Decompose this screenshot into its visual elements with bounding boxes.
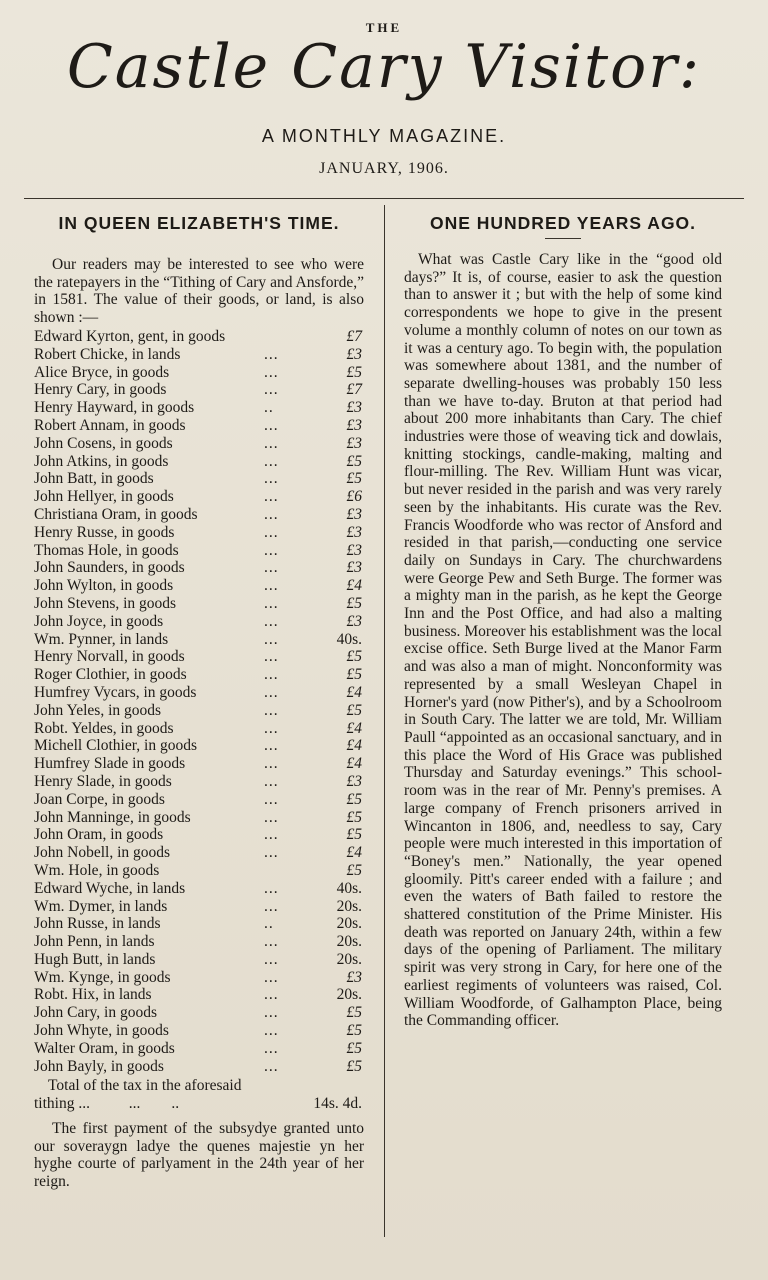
masthead-subtitle: A MONTHLY MAGAZINE.: [261, 126, 507, 146]
ratepayer-row: [34, 880, 364, 898]
right-heading: ONE HUNDRED YEARS AGO.: [429, 213, 697, 233]
leader-dots: ...: [264, 826, 279, 844]
ratepayer-row: [34, 631, 364, 649]
ratepayer-name: John Cary, in goods: [34, 1004, 157, 1022]
tax-total: [34, 1077, 364, 1112]
ratepayer-row: [34, 506, 364, 524]
ratepayer-value: £3: [346, 968, 362, 986]
leader-dots: ...: [264, 986, 279, 1004]
ratepayer-name: Humfrey Slade in goods: [34, 755, 186, 773]
ratepayer-value: £4: [346, 719, 362, 737]
ratepayer-name: Alice Bryce, in goods: [34, 363, 170, 381]
leader-dots: ...: [264, 772, 279, 790]
ratepayer-value: £5: [346, 1039, 362, 1057]
ratepayer-name: Roger Clothier, in goods: [34, 666, 187, 684]
ratepayer-value: £5: [346, 594, 362, 612]
leader-dots: ...: [264, 737, 279, 755]
ratepayer-name: Wm. Hole, in goods: [34, 861, 160, 879]
ratepayer-value: £5: [346, 648, 362, 666]
ratepayer-value: £3: [346, 772, 362, 790]
ratepayer-name: Hugh Butt, in lands: [34, 950, 156, 968]
ratepayer-value: £7: [346, 328, 362, 345]
leader-dots: ...: [264, 701, 279, 719]
ratepayer-name: Henry Russe, in goods: [34, 523, 175, 541]
total-label-line2: tithing ... ... ..: [34, 1094, 180, 1112]
ratepayer-name: John Whyte, in goods: [34, 1022, 169, 1040]
ratepayer-row: [34, 577, 364, 595]
ratepayer-value: £3: [346, 541, 362, 559]
leader-dots: ...: [264, 1004, 279, 1022]
ratepayer-row: [34, 524, 364, 542]
leader-dots: ...: [264, 790, 279, 808]
leader-dots: ...: [264, 719, 279, 737]
leader-dots: ...: [264, 488, 279, 506]
ratepayer-value: 20s.: [336, 986, 362, 1004]
leader-dots: [264, 862, 314, 880]
leader-dots: ...: [264, 950, 279, 968]
ratepayer-value: £3: [346, 345, 362, 363]
ratepayer-row: [34, 595, 364, 613]
leader-dots: ...: [264, 559, 279, 577]
right-column: [404, 208, 722, 1030]
leader-dots: ...: [264, 541, 279, 559]
ratepayer-row: [34, 1004, 364, 1022]
leader-dots: ...: [264, 648, 279, 666]
leader-dots: ...: [264, 666, 279, 684]
ratepayer-row: [34, 844, 364, 862]
leader-dots: ...: [264, 416, 279, 434]
left-heading: IN QUEEN ELIZABETH'S TIME.: [58, 213, 340, 233]
ratepayer-value: £5: [346, 826, 362, 844]
ratepayer-value: £4: [346, 577, 362, 595]
ratepayer-name: Henry Cary, in goods: [34, 381, 167, 399]
ratepayer-value: £5: [346, 666, 362, 684]
leader-dots: ...: [264, 434, 279, 452]
leader-dots: ...: [264, 594, 279, 612]
ratepayer-name: Humfrey Vycars, in goods: [34, 683, 197, 701]
leader-dots: ...: [264, 683, 279, 701]
ratepayer-value: £3: [346, 523, 362, 541]
ratepayer-name: Wm. Dymer, in lands: [34, 897, 168, 915]
ratepayer-row: [34, 915, 364, 933]
ratepayer-value: 40s.: [336, 630, 362, 648]
ratepayer-row: [34, 986, 364, 1004]
ratepayer-row: [34, 755, 364, 773]
ratepayer-row: [34, 1058, 364, 1076]
ratepayer-row: [34, 399, 364, 417]
ratepayer-row: [34, 435, 364, 453]
leader-dots: ...: [264, 505, 279, 523]
leader-dots: ...: [264, 1057, 279, 1075]
column-divider: [384, 205, 385, 1237]
ratepayer-row: [34, 542, 364, 560]
ratepayer-name: John Cosens, in goods: [34, 434, 173, 452]
ratepayer-name: John Yeles, in goods: [34, 701, 162, 719]
ratepayer-name: Robert Annam, in goods: [34, 416, 186, 434]
ratepayer-name: Robert Chicke, in lands: [34, 345, 181, 363]
ratepayer-value: 20s.: [336, 950, 362, 968]
ratepayer-name: Wm. Pynner, in lands: [34, 630, 169, 648]
ratepayer-value: £5: [346, 363, 362, 381]
total-value: 14s. 4d.: [313, 1094, 362, 1112]
ratepayer-name: John Nobell, in goods: [34, 844, 171, 862]
leader-dots: ...: [264, 523, 279, 541]
total-label-line1: Total of the tax in the aforesaid: [48, 1077, 242, 1095]
ratepayer-name: Henry Norvall, in goods: [34, 648, 185, 666]
ratepayer-value: £5: [346, 701, 362, 719]
ratepayer-row: [34, 720, 364, 738]
ratepayer-value: £6: [346, 488, 362, 506]
ratepayer-value: £5: [346, 470, 362, 488]
ratepayer-row: [34, 951, 364, 969]
right-article: What was Castle Cary like in the “good old days?” It is, of course, easier to ask the question than to answer it ; but with the help of some kind correspondents we hope to give in the present volume a monthly column of notes on our town as it was a century ago. To begin with, the population was somewhere about 1381, and the number of separate dwelling-houses was probably 150 less than we have to-day. Bruton at that period had about 200 more inhabitants than Cary. The chief industries were those of weaving tick and dowlais, knitting stockings, candle-making, malting and flour-milling. The Rev. William Hunt was vicar, but never resided in the parish and was very rarely seen by the inhabitants. His curate was the Rev. Francis Woodforde who was rector of Ansford and resided in that parish,—conducting one service daily on Sundays in Cary. The churchwardens were George Pew and Seth Burge. The former was a mighty man in the parish, as he kept the George Inn and the Post Office, and had also a malting business. Moreover his establishment was the local excise office. Seth Burge lived at the Manor Farm and was also a man of might. Nonconformity was represented by a small Wesleyan Chapel in Horner's yard (now Pither's), and by a Schoolroom in South Cary. The latter we are told, Mr. William Paull “appointed as an occasional sanctuary, and in this place the Word of His Grace was published Thursday and Saturday evenings.” This school-room was in the rear of Mr. Penny's premises. A large company of French prisoners arrived in Wincanton in 1806, and, needless to say, Cary people were much interested in this importation of “Boney's men.” Nationally, the year opened gloomily. Pitt's career ended with a failure ; and even the waters of Bath failed to restore the shattered constitution of the Prime Minister. His death was reported on January 24th, within a few days of the opening of Parliament. The military spirit was very strong in Cary, for here one of the earliest regiments of volunteers was raised, Col. William Woodforde, of Galhampton Place, being the Commanding officer.: [404, 251, 722, 1030]
ratepayer-row: [34, 1040, 364, 1058]
ratepayer-name: John Hellyer, in goods: [34, 488, 174, 506]
ratepayer-name: John Stevens, in goods: [34, 594, 177, 612]
ratepayer-value: £5: [346, 452, 362, 470]
ratepayer-row: [34, 826, 364, 844]
ratepayer-value: £4: [346, 737, 362, 755]
ratepayer-name: Robt. Hix, in lands: [34, 986, 152, 1004]
ratepayer-value: £3: [346, 416, 362, 434]
leader-dots: ...: [264, 1039, 279, 1057]
ratepayer-value: £5: [346, 790, 362, 808]
ratepayer-name: John Oram, in goods: [34, 826, 164, 844]
ratepayer-row: [34, 737, 364, 755]
ratepayer-value: £4: [346, 755, 362, 773]
ratepayer-name: Henry Hayward, in goods: [34, 399, 195, 417]
ratepayer-name: John Bayly, in goods: [34, 1057, 164, 1075]
leader-dots: ...: [264, 363, 279, 381]
ratepayer-row: [34, 933, 364, 951]
ratepayer-name: John Batt, in goods: [34, 470, 154, 488]
leader-dots: ...: [264, 808, 279, 826]
ratepayer-row: [34, 488, 364, 506]
ratepayer-value: £3: [346, 612, 362, 630]
leader-dots: ...: [264, 345, 279, 363]
leader-dots: ..: [264, 915, 274, 933]
leader-dots: ...: [264, 755, 279, 773]
ratepayer-name: John Atkins, in goods: [34, 452, 169, 470]
ratepayer-value: 40s.: [336, 879, 362, 897]
leader-dots: ...: [264, 381, 279, 399]
ratepayer-value: £7: [346, 381, 362, 399]
ratepayer-name: Edward Kyrton, gent, in goods: [34, 328, 226, 345]
ratepayer-row: [34, 328, 364, 346]
ratepayer-name: John Manninge, in goods: [34, 808, 191, 826]
ratepayer-row: [34, 773, 364, 791]
leader-dots: ...: [264, 1022, 279, 1040]
leader-dots: [264, 328, 314, 346]
left-column: [34, 208, 364, 1190]
ratepayer-row: [34, 862, 364, 880]
ratepayer-row: [34, 969, 364, 987]
ratepayer-value: £5: [346, 861, 362, 879]
ratepayer-name: John Saunders, in goods: [34, 559, 185, 577]
ratepayer-name: Michell Clothier, in goods: [34, 737, 197, 755]
ratepayer-name: Robt. Yeldes, in goods: [34, 719, 174, 737]
ratepayer-name: Edward Wyche, in lands: [34, 879, 186, 897]
ratepayer-value: £5: [346, 1004, 362, 1022]
leader-dots: ...: [264, 612, 279, 630]
ratepayer-name: Joan Corpe, in goods: [34, 790, 165, 808]
ratepayer-value: 20s.: [336, 897, 362, 915]
ratepayer-row: [34, 666, 364, 684]
masthead-the: THE: [365, 20, 403, 35]
ratepayer-row: [34, 809, 364, 827]
leader-dots: ...: [264, 470, 279, 488]
ratepayer-row: [34, 417, 364, 435]
ratepayer-value: £3: [346, 505, 362, 523]
ratepayer-value: £5: [346, 1057, 362, 1075]
total-line2: [34, 1095, 364, 1113]
ratepayer-name: John Russe, in lands: [34, 915, 161, 933]
ratepayer-name: Walter Oram, in goods: [34, 1039, 175, 1057]
ratepayer-name: John Joyce, in goods: [34, 612, 164, 630]
ratepayer-row: [34, 791, 364, 809]
leader-dots: ...: [264, 452, 279, 470]
masthead-title: Castle Cary Visitor:: [66, 32, 702, 102]
leader-dots: ..: [264, 399, 274, 417]
ratepayer-row: [34, 613, 364, 631]
ratepayer-row: [34, 559, 364, 577]
ratepayer-row: [34, 470, 364, 488]
ratepayer-name: John Wylton, in goods: [34, 577, 174, 595]
heading-rule: [545, 238, 581, 239]
ratepayer-name: Christiana Oram, in goods: [34, 505, 198, 523]
ratepayer-row: [34, 381, 364, 399]
ratepayer-value: £5: [346, 808, 362, 826]
ratepayer-value: £3: [346, 434, 362, 452]
left-intro: Our readers may be interested to see who were the ratepayers in the “Tithing of Cary and Ansforde,” in 1581. The value of their goods, or land, is also shown :—: [34, 256, 364, 326]
ratepayer-value: £3: [346, 559, 362, 577]
leader-dots: ...: [264, 879, 279, 897]
issue-date: JANUARY, 1906.: [319, 160, 449, 177]
leader-dots: ...: [264, 933, 279, 951]
ratepayer-row: [34, 684, 364, 702]
ratepayer-row: [34, 364, 364, 382]
ratepayer-name: Thomas Hole, in goods: [34, 541, 179, 559]
leader-dots: ...: [264, 897, 279, 915]
ratepayer-list: [34, 328, 364, 1075]
ratepayer-value: £3: [346, 399, 362, 417]
ratepayer-name: Henry Slade, in goods: [34, 772, 172, 790]
ratepayer-name: John Penn, in lands: [34, 933, 155, 951]
ratepayer-value: £5: [346, 1022, 362, 1040]
ratepayer-value: £4: [346, 683, 362, 701]
ratepayer-row: [34, 453, 364, 471]
ratepayer-row: [34, 648, 364, 666]
leader-dots: ...: [264, 844, 279, 862]
masthead-rule: [24, 198, 744, 199]
left-closing: The first payment of the subsydye granted unto our soveraygn ladye the quenes majestie yn her hyghe courte of parlyament in the 24th year of her reign.: [34, 1120, 364, 1190]
leader-dots: ...: [264, 577, 279, 595]
ratepayer-value: 20s.: [336, 933, 362, 951]
ratepayer-row: [34, 898, 364, 916]
ratepayer-value: 20s.: [336, 915, 362, 933]
ratepayer-value: £4: [346, 844, 362, 862]
ratepayer-row: [34, 346, 364, 364]
ratepayer-row: [34, 1022, 364, 1040]
leader-dots: ...: [264, 630, 279, 648]
ratepayer-row: [34, 702, 364, 720]
ratepayer-name: Wm. Kynge, in goods: [34, 968, 171, 986]
leader-dots: ...: [264, 968, 279, 986]
